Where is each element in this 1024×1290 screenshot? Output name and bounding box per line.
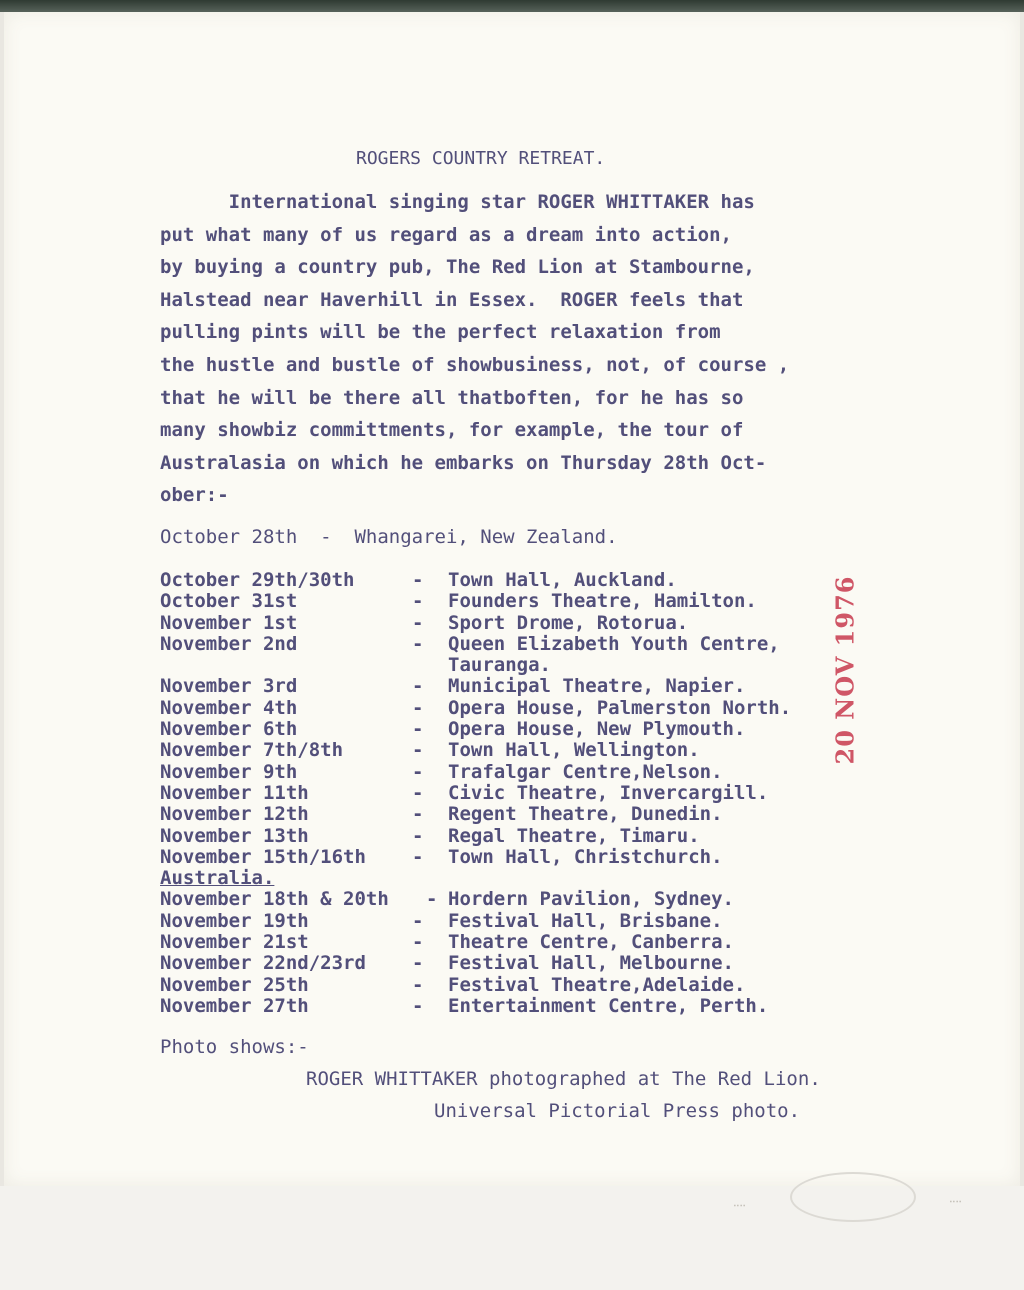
schedule-row	[160, 762, 880, 783]
schedule-row	[160, 676, 880, 697]
schedule-row	[160, 783, 880, 804]
schedule-venue: Hordern Pavilion, Sydney.	[448, 888, 734, 911]
schedule-date: November 21st	[160, 931, 309, 954]
schedule-dash: -	[412, 590, 424, 613]
schedule-row	[160, 889, 880, 910]
schedule-date: November 12th	[160, 803, 309, 826]
back-mark-left: ⁞	[730, 1200, 749, 1211]
schedule-venue: Trafalgar Centre,Nelson.	[448, 760, 723, 783]
schedule-venue: Municipal Theatre, Napier.	[448, 675, 746, 698]
schedule-row	[160, 591, 880, 612]
schedule-venue: Theatre Centre, Canberra.	[448, 931, 734, 954]
schedule-row	[160, 698, 880, 719]
schedule-date: November 15th/16th	[160, 845, 366, 868]
intro-line: Halstead near Haverhill in Essex. ROGER feels that	[160, 288, 744, 311]
schedule-venue: Town Hall, Wellington.	[448, 739, 700, 762]
schedule-dash: -	[412, 973, 424, 996]
schedule-row	[160, 975, 880, 996]
schedule-dash: -	[412, 824, 424, 847]
schedule-dash: -	[412, 675, 424, 698]
schedule-dash: -	[412, 781, 424, 804]
schedule-venue: Founders Theatre, Hamilton.	[448, 590, 757, 613]
schedule-venue: Regal Theatre, Timaru.	[448, 824, 700, 847]
intro-line: ober:-	[160, 484, 229, 507]
schedule-dash: -	[412, 803, 424, 826]
schedule-date: November 18th & 20th	[160, 888, 389, 911]
schedule-venue: Festival Theatre,Adelaide.	[448, 973, 746, 996]
photo-top-edge	[0, 0, 1024, 12]
schedule-dash: -	[412, 845, 424, 868]
schedule-date: November 1st	[160, 611, 298, 634]
schedule-dash: -	[412, 632, 424, 655]
document-title: ROGERS COUNTRY RETREAT.	[356, 148, 606, 169]
schedule-venue: Regent Theatre, Dunedin.	[448, 803, 723, 826]
schedule-row	[160, 932, 880, 953]
schedule-date: November 4th	[160, 696, 298, 719]
schedule-dash: -	[412, 760, 424, 783]
schedule-date: November 3rd	[160, 675, 298, 698]
schedule-row	[160, 911, 880, 932]
intro-line: that he will be there all thatboften, for he has so	[160, 386, 744, 409]
schedule-date: November 19th	[160, 909, 309, 932]
schedule-date: October 31st	[160, 590, 298, 613]
back-stamp-ring	[790, 1172, 916, 1222]
schedule-dash: -	[412, 696, 424, 719]
schedule-dash: -	[412, 909, 424, 932]
schedule-date: November 2nd	[160, 632, 298, 655]
schedule-row	[160, 634, 880, 655]
schedule-row	[160, 655, 880, 676]
schedule-dash: -	[426, 888, 438, 911]
schedule-row	[160, 613, 880, 634]
schedule-dash	[412, 655, 448, 676]
intro-line: by buying a country pub, The Red Lion at Stambourne,	[160, 256, 755, 279]
schedule-venue: Opera House, Palmerston North.	[448, 696, 792, 719]
back-mark-right: ⁞	[946, 1196, 965, 1207]
schedule-date: November 13th	[160, 824, 309, 847]
photo-caption: ROGER WHITTAKER photographed at The Red Lion.	[306, 1068, 821, 1090]
schedule-row	[160, 570, 880, 591]
schedule-venue: Tauranga.	[448, 654, 551, 677]
photo-shows-label: Photo shows:-	[160, 1036, 309, 1058]
schedule-date: November 11th	[160, 781, 309, 804]
schedule-dash: -	[412, 952, 424, 975]
schedule-venue: Sport Drome, Rotorua.	[448, 611, 689, 634]
schedule-venue: Festival Hall, Melbourne.	[448, 952, 734, 975]
schedule-date: November 6th	[160, 718, 298, 741]
schedule-row	[160, 719, 880, 740]
schedule-row	[160, 847, 880, 868]
intro-line: the hustle and bustle of showbusiness, not, of course ,	[160, 353, 790, 376]
australia-heading: Australia.	[160, 867, 275, 890]
schedule-dash: -	[412, 569, 424, 591]
schedule-row	[160, 953, 880, 974]
intro-line: pulling pints will be the perfect relaxation from	[160, 321, 721, 344]
schedule-venue: Entertainment Centre, Perth.	[448, 994, 769, 1017]
schedule-date: November 27th	[160, 994, 309, 1017]
date-stamp	[822, 530, 868, 810]
schedule-row	[160, 740, 880, 761]
schedule-venue: Queen Elizabeth Youth Centre,	[448, 632, 780, 655]
schedule-venue: Opera House, New Plymouth.	[448, 718, 746, 741]
schedule-venue: Civic Theatre, Invercargill.	[448, 781, 769, 804]
intro-line: many showbiz committments, for example, the tour of	[160, 419, 744, 442]
schedule-row	[160, 804, 880, 825]
intro-line: International singing star ROGER WHITTAKER has	[160, 191, 755, 213]
schedule-venue: Town Hall, Christchurch.	[448, 845, 723, 868]
photo-credit: Universal Pictorial Press photo.	[434, 1100, 801, 1122]
schedule-date: October 29th/30th	[160, 569, 355, 591]
schedule-date: November 25th	[160, 973, 309, 996]
schedule-date	[160, 655, 412, 676]
schedule-dash: -	[412, 739, 424, 762]
intro-line: put what many of us regard as a dream into action,	[160, 223, 732, 246]
tour-schedule	[160, 570, 880, 1017]
schedule-venue: Festival Hall, Brisbane.	[448, 909, 723, 932]
schedule-dash: -	[412, 931, 424, 954]
schedule-date: November 9th	[160, 760, 298, 783]
intro-line: Australasia on which he embarks on Thursday 28th Oct-	[160, 451, 767, 474]
date-stamp-text: 20 NOV 1976	[830, 575, 860, 765]
schedule-row	[160, 826, 880, 847]
schedule-date: November 7th/8th	[160, 739, 344, 762]
schedule-dash: -	[412, 718, 424, 741]
schedule-dash: -	[412, 994, 424, 1017]
schedule-venue: Town Hall, Auckland.	[448, 569, 677, 591]
schedule-dash: -	[412, 611, 424, 634]
first-stop: October 28th - Whangarei, New Zealand.	[160, 526, 618, 548]
intro-paragraph	[160, 186, 900, 512]
schedule-row	[160, 996, 880, 1017]
schedule-date: November 22nd/23rd	[160, 952, 366, 975]
